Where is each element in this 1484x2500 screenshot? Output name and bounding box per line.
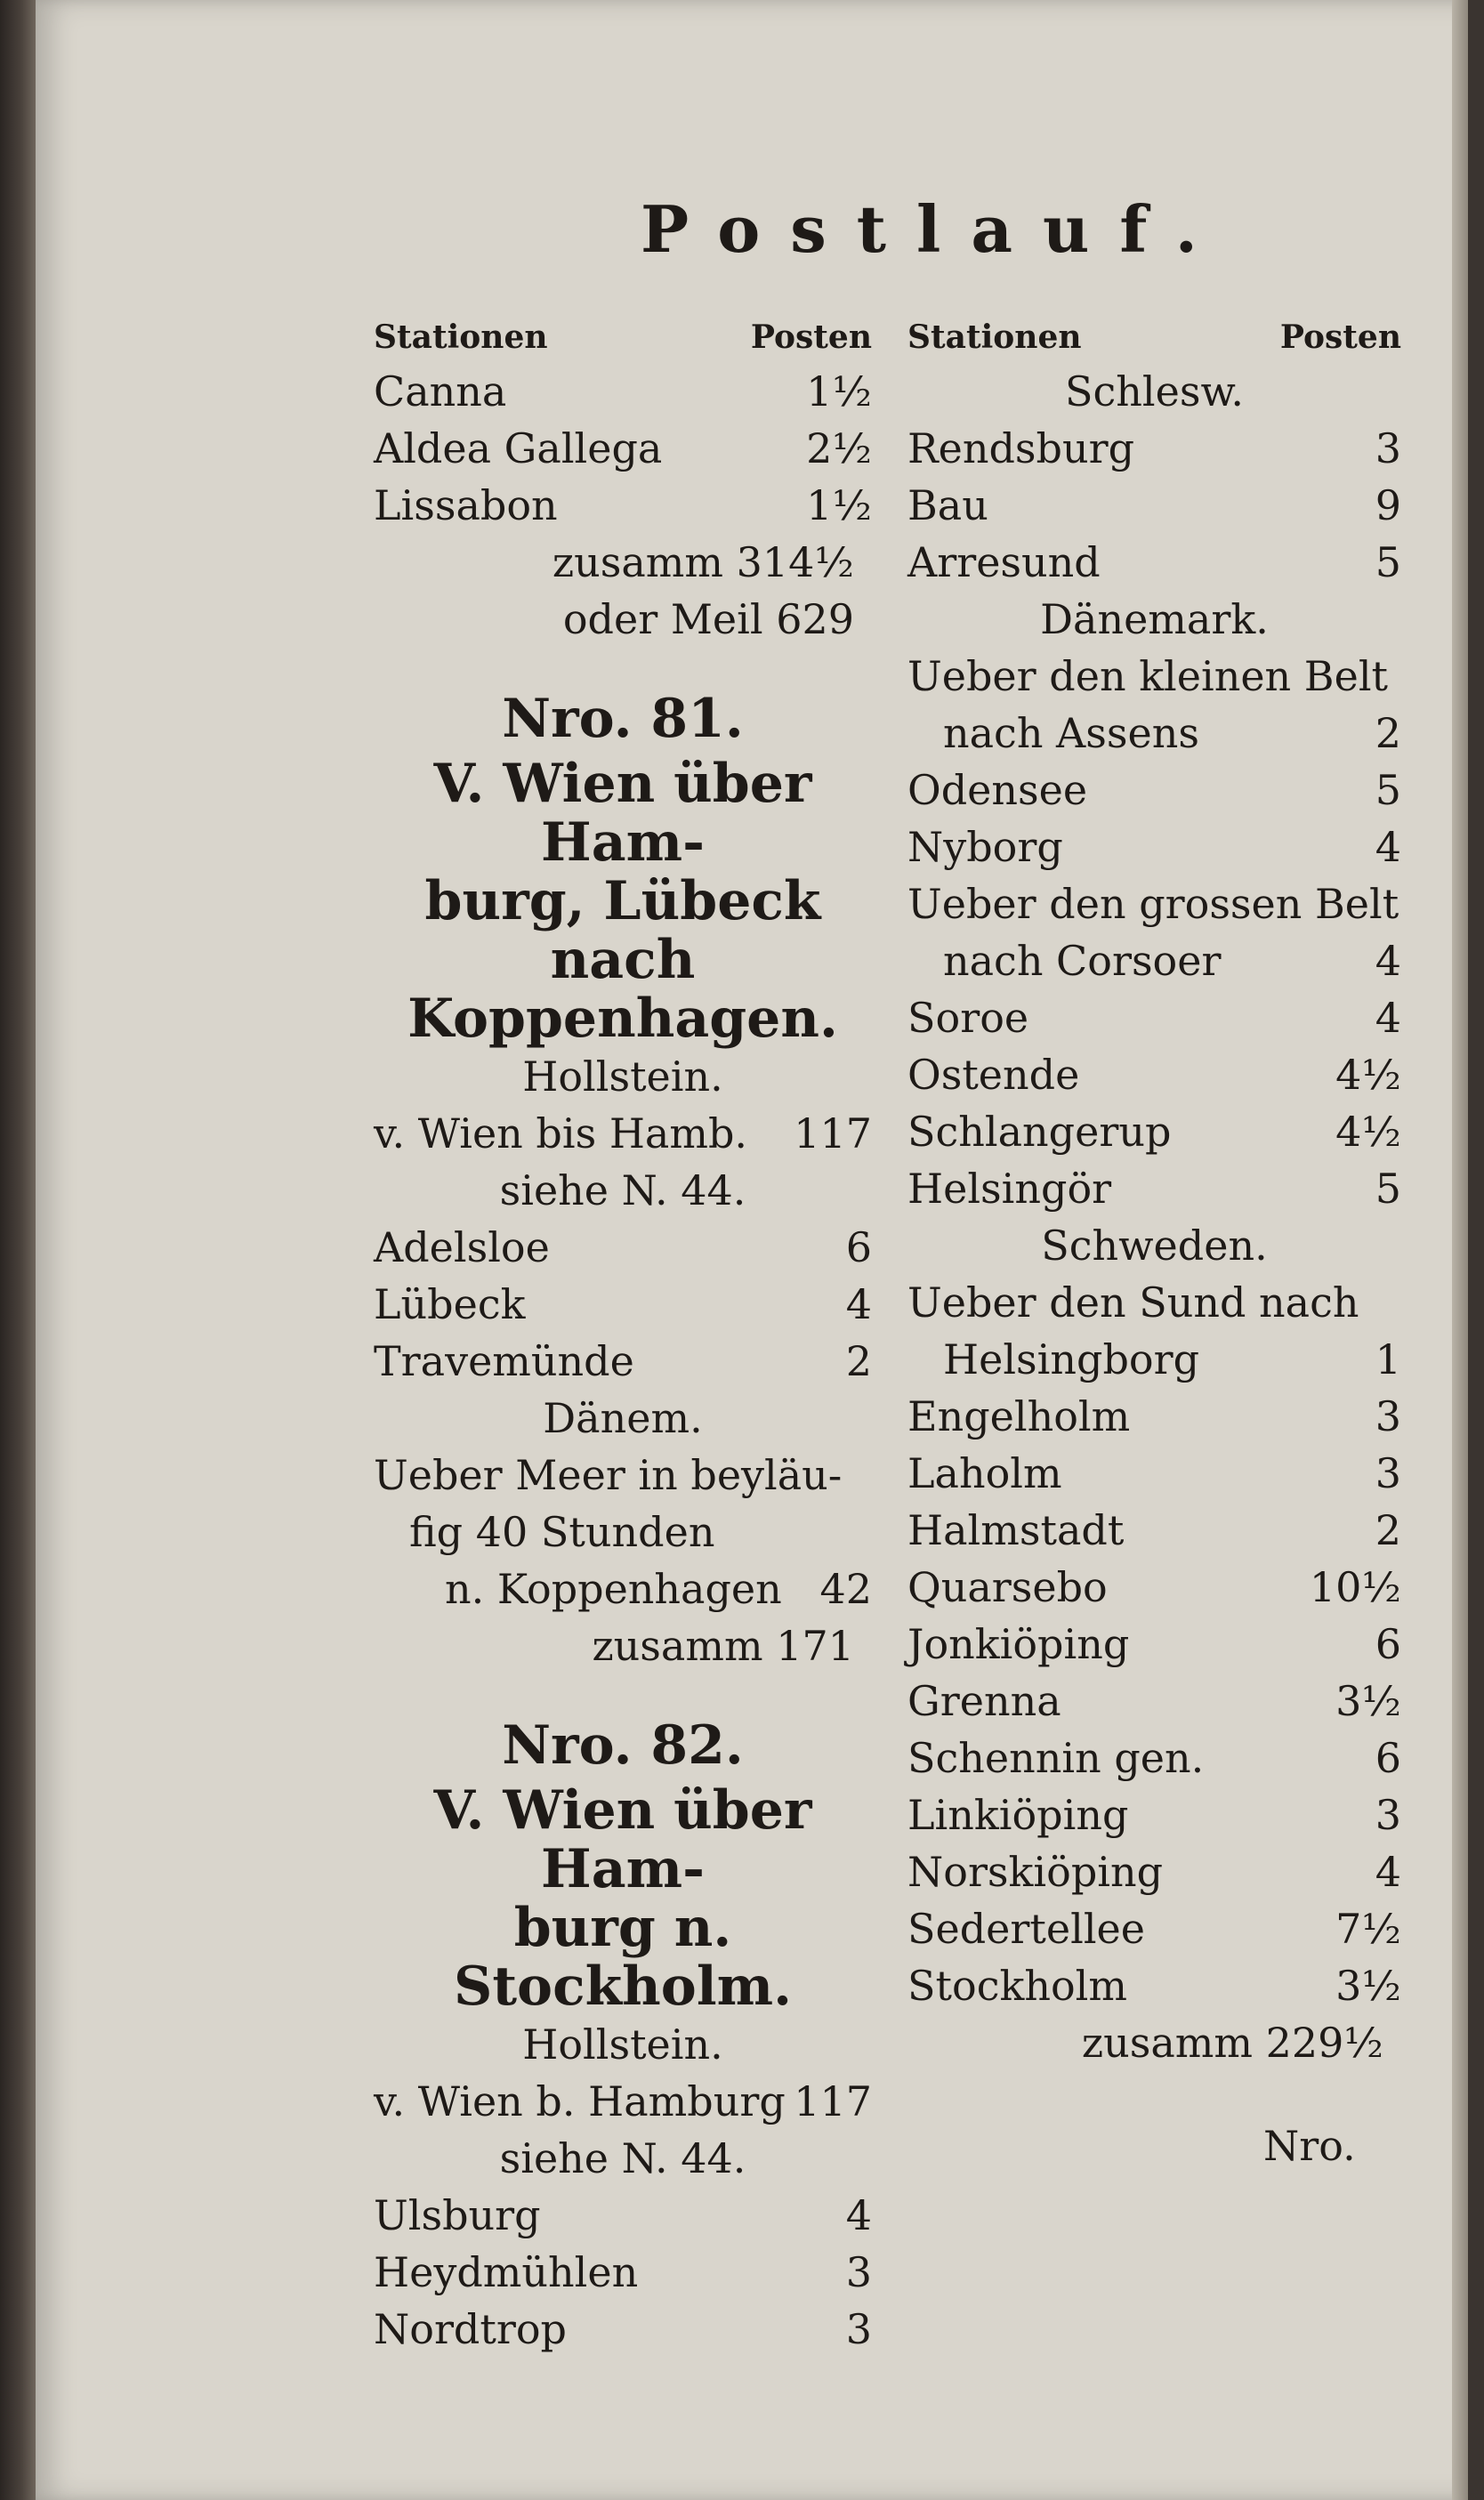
crossing-note: Ueber den kleinen Belt — [907, 652, 1389, 700]
book-binding — [0, 0, 36, 2500]
table-row: Heydmühlen 3 — [374, 2248, 872, 2296]
right-column — [907, 311, 1401, 2071]
posts-heading: Posten — [750, 319, 872, 356]
table-row: Adelsloe 6 — [374, 1223, 872, 1271]
route-title-line: V. Wien über Ham- — [433, 753, 812, 874]
stations-heading: Stationen — [907, 319, 1082, 356]
route-total: zusamm 171 — [592, 1622, 854, 1670]
table-row: Arresund 5 — [907, 538, 1401, 586]
table-row: Laholm 3 — [907, 1449, 1401, 1497]
total-posts: zusamm 314½ — [552, 538, 854, 586]
page-title: Postlauf. — [641, 191, 1228, 267]
cross-reference: siehe N. 44. — [499, 1166, 746, 1214]
page-edge — [1452, 0, 1468, 2500]
table-row: Soroe 4 — [907, 994, 1401, 1042]
table-row: Odensee 5 — [907, 766, 1401, 814]
table-row: Nordtrop 3 — [374, 2305, 872, 2353]
region-heading: Dänemark. — [1040, 595, 1269, 643]
sea-note-line: Ueber Meer in beyläu- — [374, 1451, 843, 1499]
region-heading: Hollstein. — [522, 2020, 723, 2069]
table-row: Helsingborg 1 — [943, 1335, 1401, 1383]
table-row: Travemünde 2 — [374, 1337, 872, 1385]
cross-reference: siehe N. 44. — [499, 2134, 746, 2182]
table-row: Schlangerup 4½ — [907, 1108, 1401, 1156]
region-heading: Dänem. — [543, 1394, 703, 1442]
table-row: Lissabon 1½ — [374, 481, 872, 529]
region-heading: Hollstein. — [522, 1052, 723, 1101]
route-title-line: burg, Lübeck nach — [424, 870, 821, 991]
route-title-line: Koppenhagen. — [407, 988, 838, 1050]
table-row: nach Corsoer 4 — [943, 937, 1401, 985]
route-number-81: Nro. 81. — [502, 688, 744, 750]
crossing-note: Ueber den Sund nach — [907, 1278, 1359, 1327]
route-title-line: burg n. Stockholm. — [454, 1897, 792, 2018]
route-title-line: V. Wien über Ham- — [433, 1779, 812, 1900]
table-row: Ulsburg 4 — [374, 2191, 872, 2239]
table-row: v. Wien b. Hamburg 117 — [374, 2077, 872, 2125]
route-total: zusamm 229½ — [1081, 2019, 1383, 2067]
table-row: Schennin gen. 6 — [907, 1734, 1401, 1782]
right-column-header — [907, 311, 1401, 363]
table-row: Engelholm 3 — [907, 1392, 1401, 1440]
table-row: Rendsburg 3 — [907, 424, 1401, 472]
table-row: v. Wien bis Hamb. 117 — [374, 1109, 872, 1157]
table-row: Nyborg 4 — [907, 823, 1401, 871]
table-row: n. Koppenhagen 42 — [445, 1565, 872, 1613]
region-heading: Schlesw. — [1065, 367, 1244, 415]
region-heading: Schweden. — [1041, 1222, 1268, 1270]
catchword: Nro. — [1263, 2122, 1356, 2170]
table-row: Bau 9 — [907, 481, 1401, 529]
stations-heading: Stationen — [374, 319, 548, 356]
table-row: Jonkiöping 6 — [907, 1620, 1401, 1668]
table-row: Norskiöping 4 — [907, 1848, 1401, 1896]
table-row: Grenna 3½ — [907, 1677, 1401, 1725]
table-row: Stockholm 3½ — [907, 1962, 1401, 2010]
table-row: Aldea Gallega 2½ — [374, 424, 872, 472]
posts-heading: Posten — [1279, 319, 1401, 356]
table-row: Halmstadt 2 — [907, 1506, 1401, 1554]
table-row: Quarsebo 10½ — [907, 1563, 1401, 1611]
route-number-82: Nro. 82. — [502, 1714, 744, 1777]
crossing-note: Ueber den grossen Belt — [907, 880, 1399, 928]
sea-note-line: fig 40 Stunden — [409, 1508, 715, 1556]
table-row: Helsingör 5 — [907, 1165, 1401, 1213]
table-row: nach Assens 2 — [943, 709, 1401, 757]
table-row: Lübeck 4 — [374, 1280, 872, 1328]
table-row: Sedertellee 7½ — [907, 1905, 1401, 1953]
table-row: Linkiöping 3 — [907, 1791, 1401, 1839]
left-column — [374, 311, 872, 2358]
left-column-header — [374, 311, 872, 363]
table-row: Ostende 4½ — [907, 1051, 1401, 1099]
table-row: Canna 1½ — [374, 367, 872, 415]
total-miles: oder Meil 629 — [562, 595, 854, 643]
